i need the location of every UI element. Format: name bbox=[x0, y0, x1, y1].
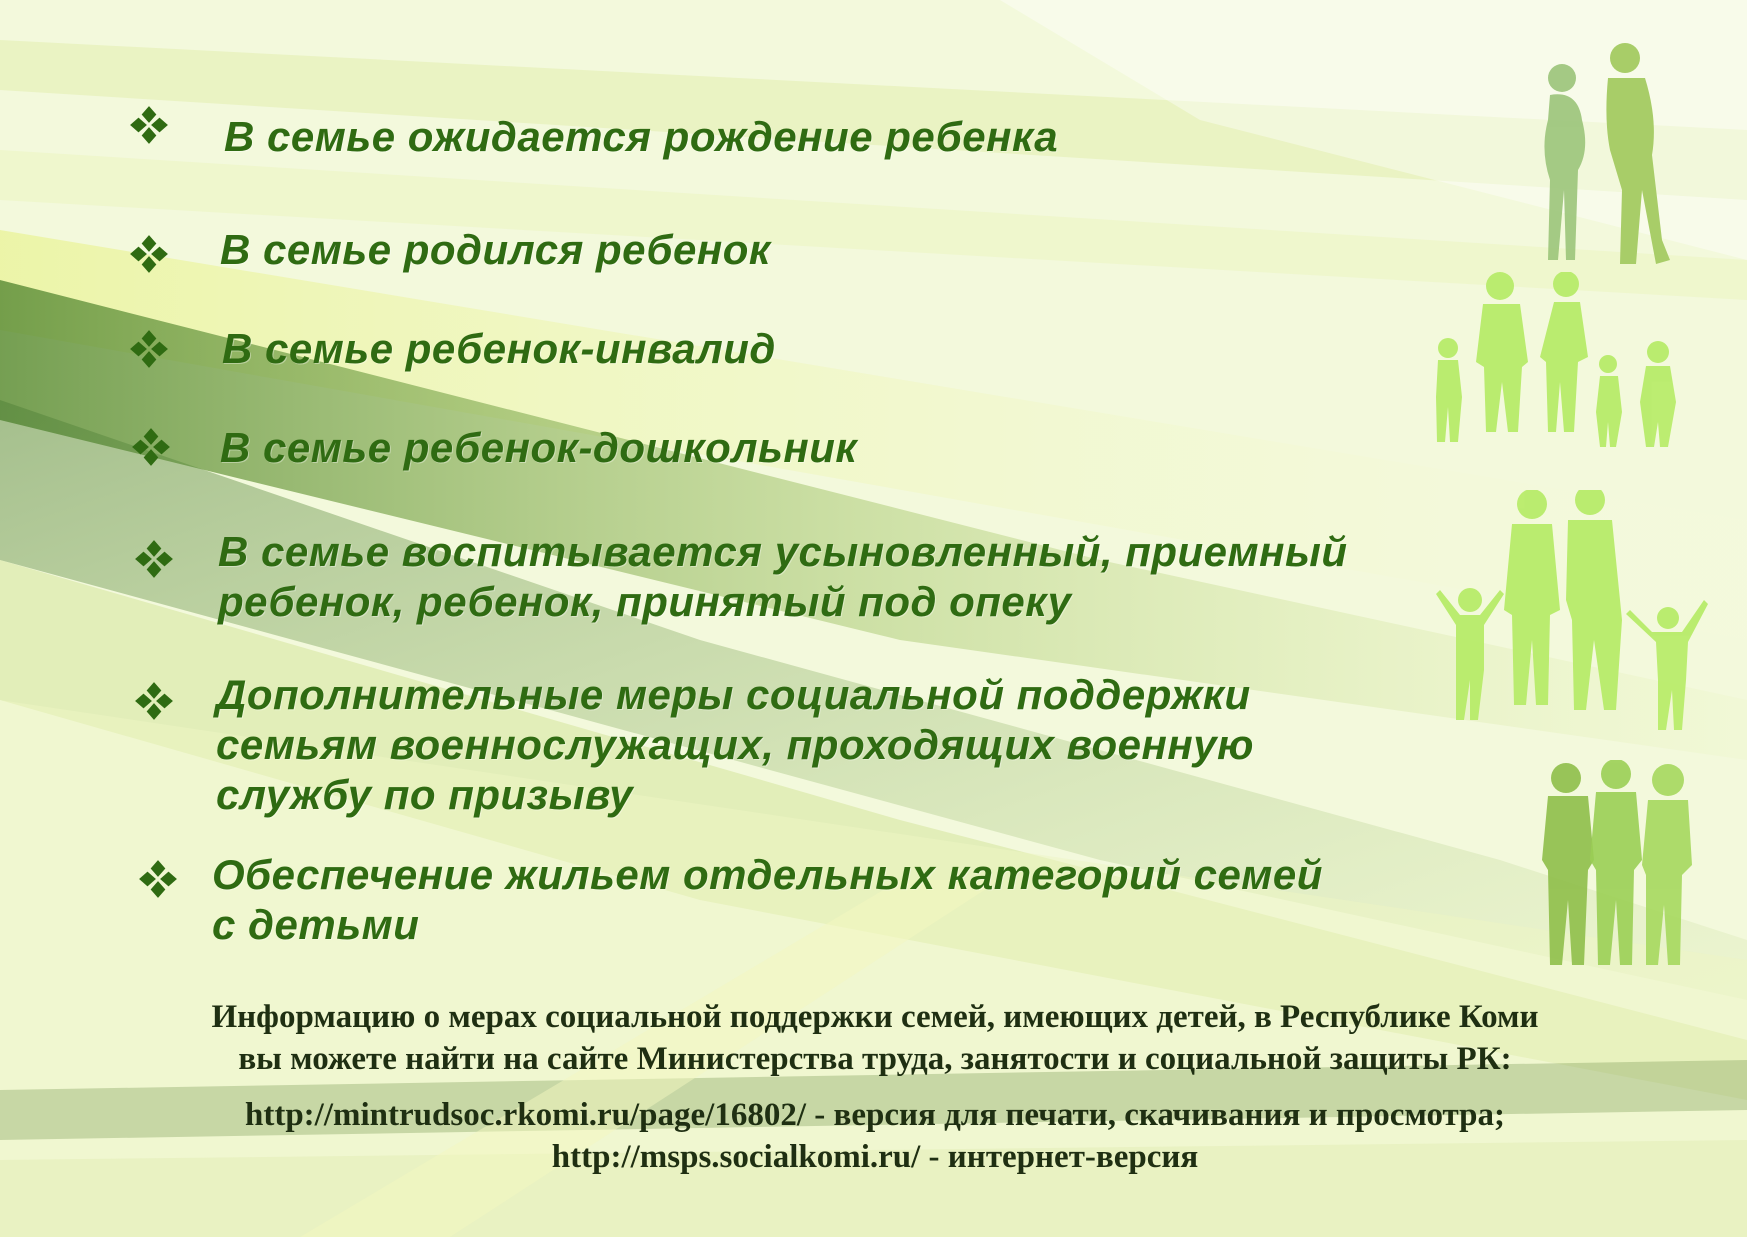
list-item-adopted-child bbox=[218, 527, 1347, 627]
four-diamond-bullet-icon bbox=[133, 538, 175, 580]
footer-info-line: вы можете найти на сайте Министерства труда, занятости и социальной защиты РК: bbox=[238, 1041, 1512, 1077]
four-diamond-bullet-icon bbox=[128, 104, 170, 146]
list-item-line: Дополнительные меры социальной поддержки bbox=[216, 671, 1251, 718]
list-item-line: с детьми bbox=[212, 901, 420, 948]
family-silhouette-icon bbox=[1420, 490, 1710, 740]
footer-link-internet-version[interactable]: http://msps.socialkomi.ru/ - интернет-версия bbox=[551, 1139, 1199, 1175]
list-item-preschool-child: В семье ребенок-дошкольник bbox=[220, 424, 858, 471]
four-diamond-bullet-icon bbox=[128, 328, 170, 370]
four-diamond-bullet-icon bbox=[133, 680, 175, 722]
footer-info bbox=[60, 996, 1690, 1080]
four-diamond-bullet-icon bbox=[130, 426, 172, 468]
list-item-line: Обеспечение жильем отдельных категорий семей bbox=[212, 851, 1323, 898]
list-item-line: В семье воспитывается усыновленный, приемный bbox=[218, 528, 1348, 575]
footer-info-line: Информацию о мерах социальной поддержки семей, имеющих детей, в Республике Коми bbox=[211, 999, 1539, 1035]
footer-link-print-version[interactable]: http://mintrudsoc.rkomi.ru/page/16802/ - версия для печати, скачивания и просмотра; bbox=[245, 1097, 1505, 1133]
list-item-line: ребенок, ребенок, принятый под опеку bbox=[218, 578, 1072, 625]
family-silhouette-icon bbox=[1428, 272, 1683, 452]
four-diamond-bullet-icon bbox=[128, 233, 170, 275]
list-item-expecting-child: В семье ожидается рождение ребенка bbox=[224, 113, 1059, 160]
list-item-housing bbox=[212, 850, 1323, 950]
footer-links bbox=[60, 1094, 1690, 1178]
family-silhouette-icon bbox=[1520, 40, 1680, 275]
list-item-disabled-child: В семье ребенок-инвалид bbox=[222, 325, 776, 372]
list-item-line: семьям военнослужащих, проходящих военную bbox=[216, 721, 1254, 768]
four-diamond-bullet-icon bbox=[137, 858, 179, 900]
list-item-military-families bbox=[216, 670, 1254, 820]
family-silhouette-icon bbox=[1530, 760, 1700, 975]
list-item-line: службу по призыву bbox=[216, 771, 634, 818]
list-item-child-born: В семье родился ребенок bbox=[220, 226, 771, 273]
